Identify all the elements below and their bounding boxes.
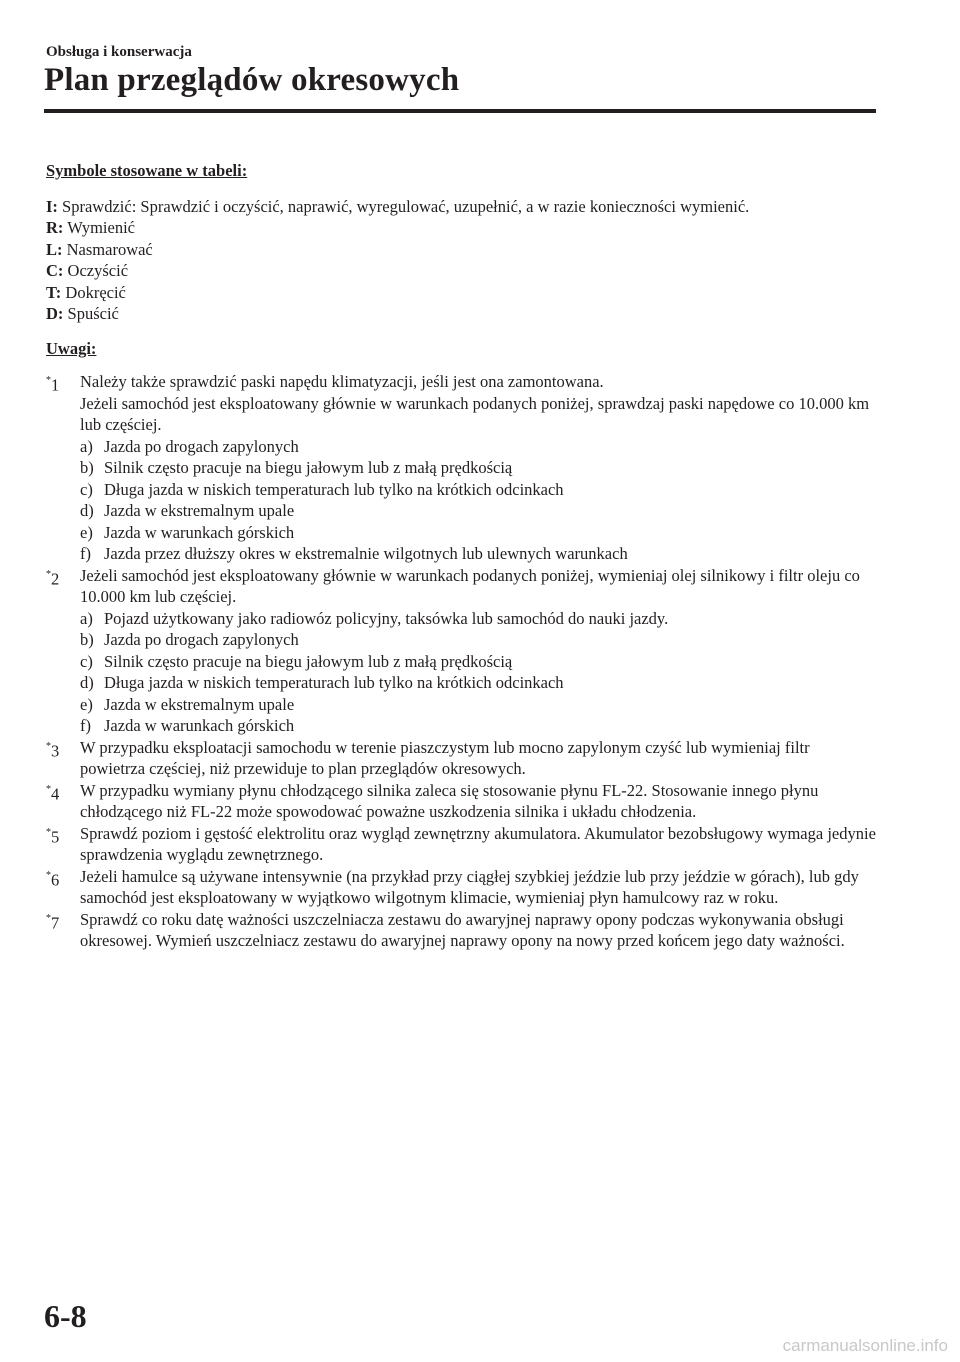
- note-subitem: b) Silnik często pracuje na biegu jałowym lub z małą prędkością: [80, 458, 513, 477]
- note-6: [46, 866, 876, 909]
- section-label: Obsługa i konserwacja: [46, 44, 192, 60]
- note-text: Sprawdź poziom i gęstość elektrolitu oraz wygląd zewnętrzny akumulatora. Akumulator bezobsługowy wymaga jedynie sprawdzenia wyglądu zewnętrznego.: [80, 823, 876, 864]
- note-subitem: a) Jazda po drogach zapylonych: [80, 436, 299, 456]
- symbol-text: Nasmarować: [66, 239, 153, 259]
- note-number: *6: [46, 869, 60, 889]
- note-subitem: a) Pojazd użytkowany jako radiowóz policyjny, taksówka lub samochód do nauki jazdy.: [80, 608, 669, 628]
- note-text: Sprawdź co roku datę ważności uszczelniacza zestawu do awaryjnej naprawy opony podczas wykonywania obsługi okresowej. Wymień uszczelniacz zestawu do awaryjnej naprawy opony na nowy przed końcem jego daty ważności.: [80, 909, 845, 950]
- symbols-list: [46, 196, 876, 325]
- symbol-key: L:: [46, 239, 63, 259]
- symbol-item: [46, 196, 876, 218]
- note-subitem: b) Jazda po drogach zapylonych: [80, 630, 299, 649]
- note-star: *: [46, 375, 51, 386]
- symbol-key: D:: [46, 304, 64, 323]
- note-text: Jeżeli hamulce są używane intensywnie (na przykład przy ciągłej szybkiej jeździe lub przy jeździe w górach), lub gdy samochód jest eksploatowany w wyjątkowo wilgotnym klimacie, wymieniaj płyn hamulcowy raz w roku.: [80, 866, 859, 907]
- notes-heading: Uwagi:: [46, 338, 97, 358]
- note-number: *4: [46, 783, 60, 803]
- note-number: *2: [46, 568, 60, 588]
- symbols-heading: Symbole stosowane w tabeli:: [46, 161, 248, 180]
- symbol-item: [46, 217, 876, 239]
- note-subitem: d) Jazda w ekstremalnym upale: [80, 501, 295, 520]
- note-star: *: [46, 869, 51, 881]
- note-4: [46, 780, 876, 823]
- symbol-key: I:: [46, 196, 58, 216]
- symbol-item: [46, 282, 876, 304]
- note-subitem: e) Jazda w ekstremalnym upale: [80, 694, 295, 714]
- note-1: [46, 371, 876, 565]
- note-text: Jeżeli samochód jest eksploatowany głównie w warunkach podanych poniżej, wymieniaj olej silnikowy i filtr oleju co 10.000 km lub częściej.: [80, 565, 860, 606]
- note-star: *: [46, 826, 51, 838]
- symbol-item: [46, 260, 876, 282]
- watermark: carmanualsonline.info: [782, 1336, 948, 1355]
- note-5: [46, 823, 876, 866]
- symbol-key: R:: [46, 218, 64, 237]
- note-number: *3: [46, 740, 60, 760]
- note-subitem: c) Długa jazda w niskich temperaturach lub tylko na krótkich odcinkach: [80, 479, 564, 499]
- symbol-text: Oczyścić: [67, 261, 129, 280]
- title-rule: [44, 109, 876, 113]
- note-3: [46, 737, 876, 780]
- note-star: *: [46, 912, 51, 924]
- note-subitem: f) Jazda przez dłuższy okres w ekstremalnie wilgotnych lub ulewnych warunkach: [80, 544, 628, 563]
- page-title: Plan przeglądów okresowych: [44, 62, 460, 98]
- note-text: Jeżeli samochód jest eksploatowany głównie w warunkach podanych poniżej, sprawdzaj paski napędowe co 10.000 km lub częściej.: [80, 393, 870, 434]
- note-2: [46, 565, 876, 737]
- note-number: *7: [46, 912, 60, 932]
- note-text: W przypadku wymiany płynu chłodzącego silnika zaleca się stosowanie płynu FL-22. Stosowanie innego płynu chłodzącego niż FL-22 może spowodować poważne uszkodzenia silnika i układu chłodzenia.: [80, 780, 819, 821]
- note-star: *: [46, 740, 51, 752]
- note-subitem: c) Silnik często pracuje na biegu jałowym lub z małą prędkością: [80, 651, 513, 671]
- note-subitem: d) Długa jazda w niskich temperaturach lub tylko na krótkich odcinkach: [80, 673, 564, 692]
- note-text: Należy także sprawdzić paski napędu klimatyzacji, jeśli jest ona zamontowana.: [80, 372, 604, 391]
- note-number: *5: [46, 826, 60, 846]
- note-star: *: [46, 568, 51, 580]
- symbol-item: [46, 239, 876, 261]
- note-text: W przypadku eksploatacji samochodu w terenie piaszczystym lub mocno zapylonym czyść lub wymieniaj filtr powietrza częściej, niż przewiduje to plan przeglądów okresowych.: [80, 737, 810, 778]
- note-7: [46, 909, 876, 952]
- note-star: *: [46, 783, 51, 795]
- page-content: [46, 160, 876, 952]
- symbol-text: Spuścić: [67, 304, 119, 323]
- page-number: 6-8: [44, 1298, 87, 1334]
- symbol-text: Sprawdzić: Sprawdzić i oczyścić, naprawić, wyregulować, uzupełnić, a w razie konieczności wymienić.: [62, 196, 750, 216]
- symbol-text: Wymienić: [67, 218, 135, 237]
- note-subitem: e) Jazda w warunkach górskich: [80, 522, 295, 542]
- symbol-item: [46, 303, 876, 325]
- note-number: *1: [46, 375, 60, 395]
- symbol-text: Dokręcić: [65, 282, 126, 302]
- symbol-key: T:: [46, 282, 62, 302]
- note-subitem: f) Jazda w warunkach górskich: [80, 716, 295, 735]
- symbol-key: C:: [46, 261, 64, 280]
